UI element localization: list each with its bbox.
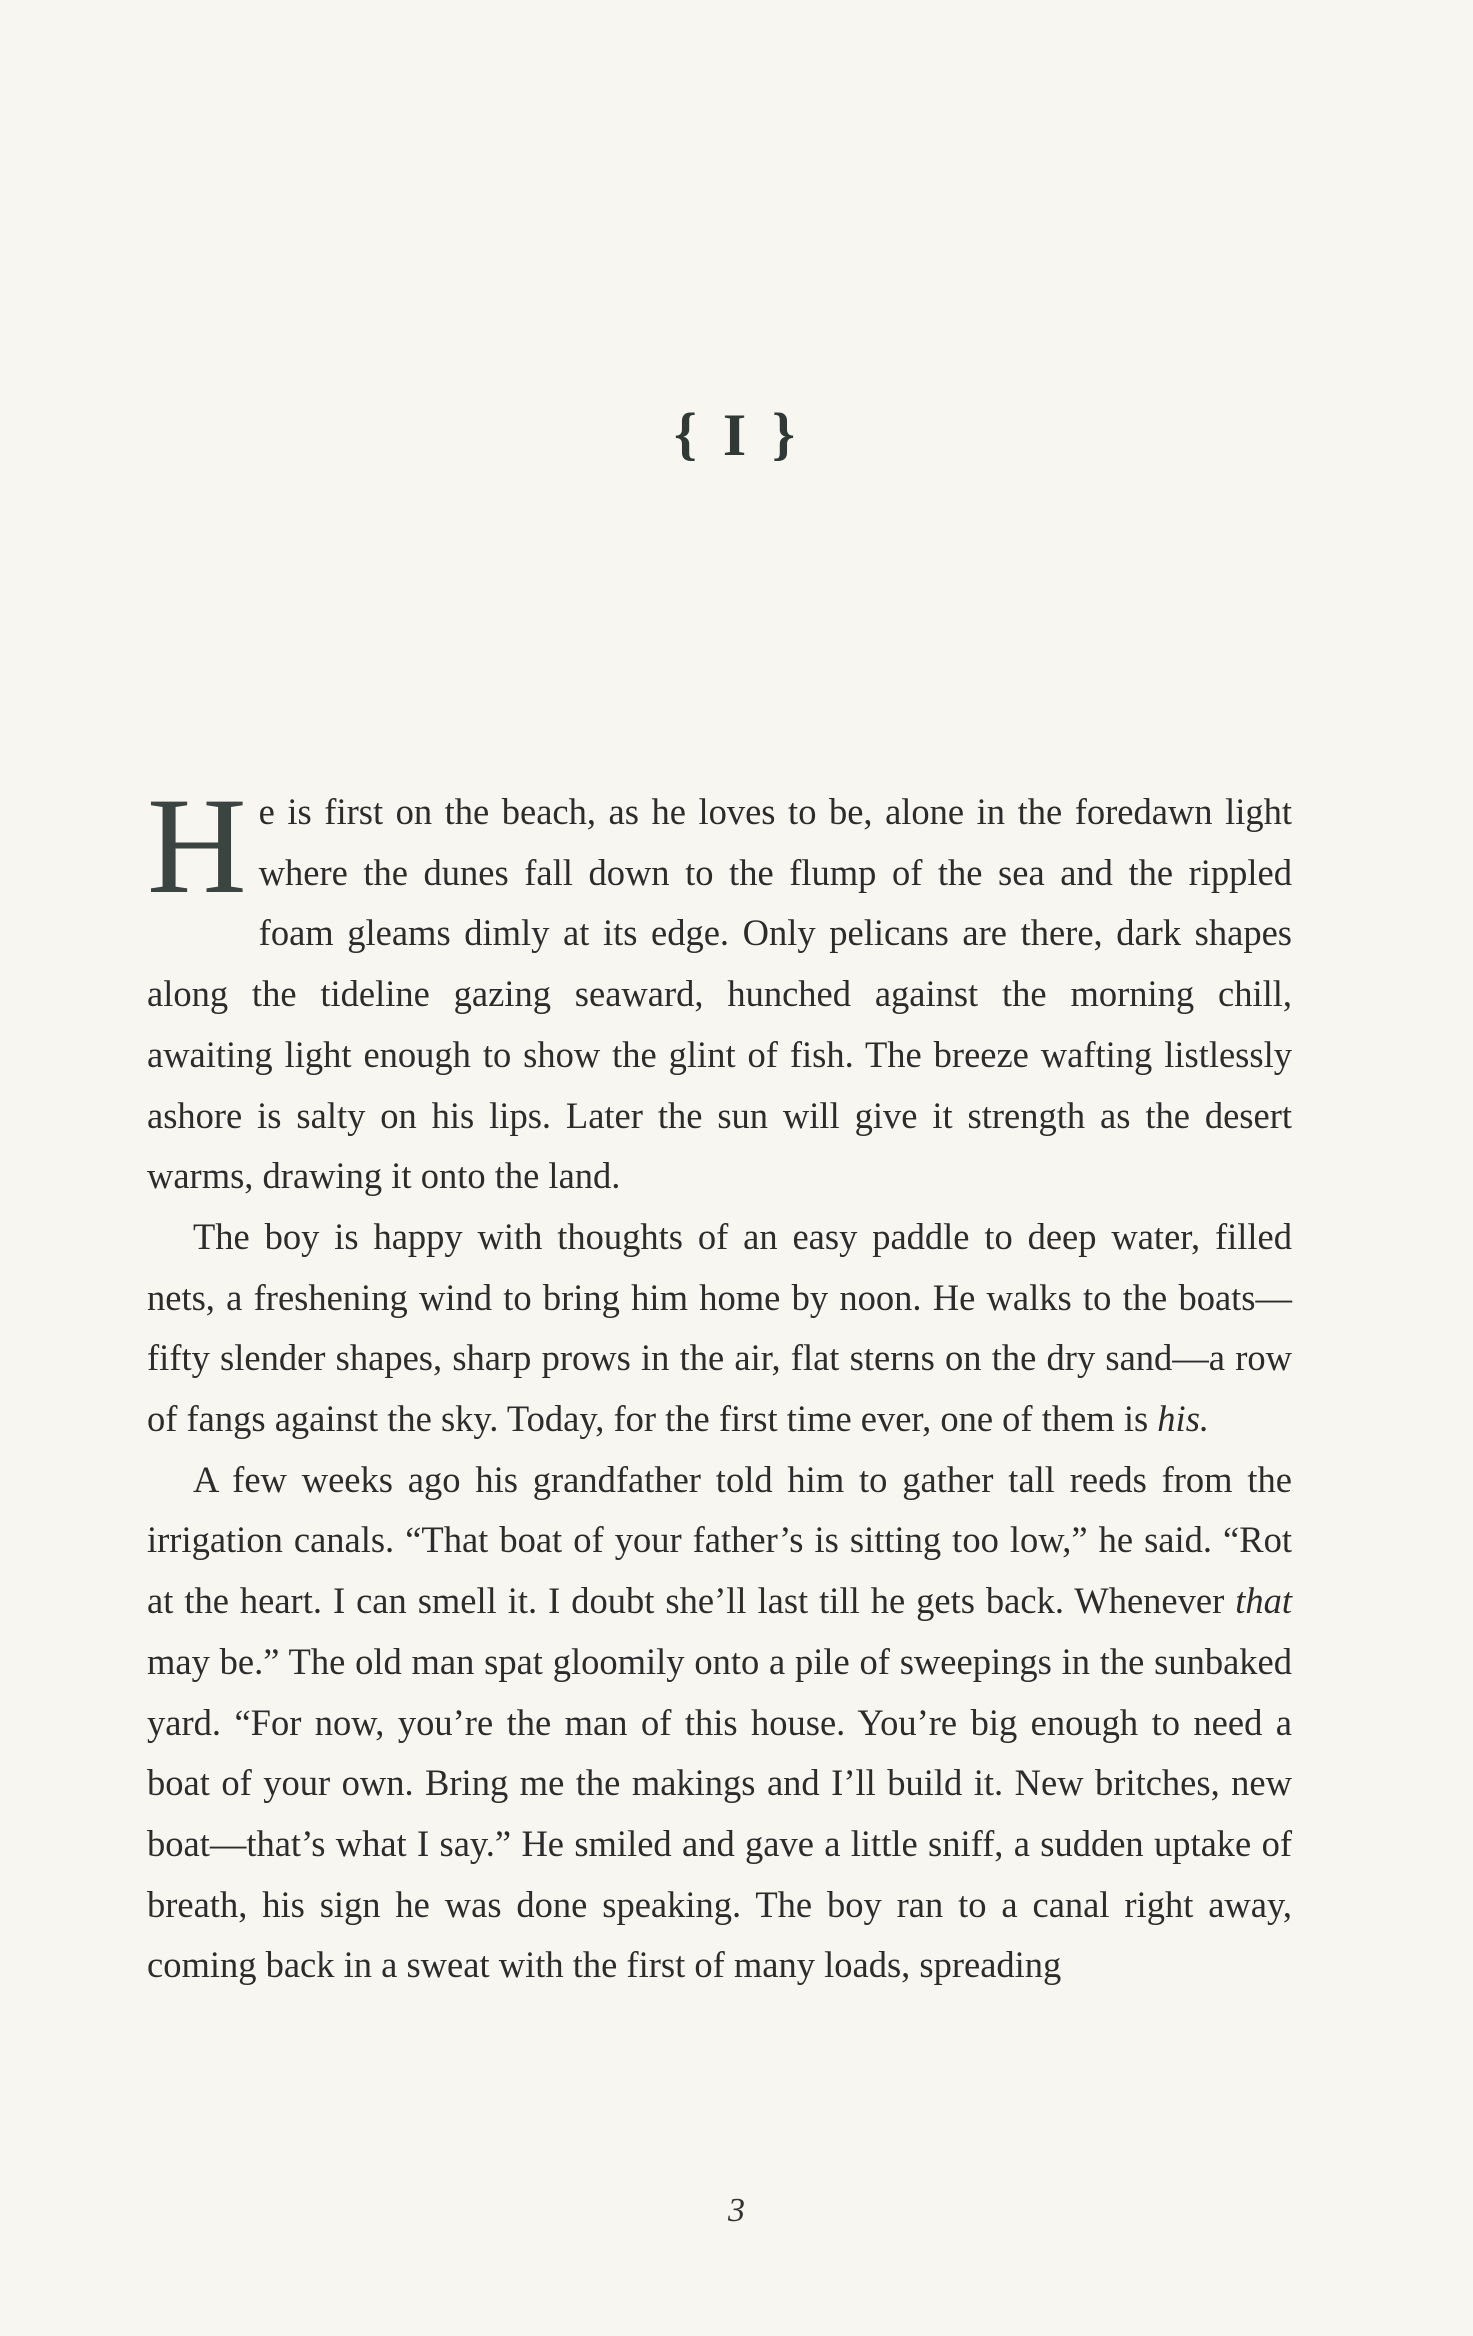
paragraph-1-text: e is first on the beach, as he loves to be, alone in the foredawn light where the dunes fall down to the flump of the sea and the rippled foam gleams dimly at its edge. Only pelicans are there, dark shapes along the tideline gazing seaward, hunched against the morning chill, awaiting light enough to show the glint of fish. The breeze wafting listlessly ashore is salty on his lips. Later the sun will give it strength as the desert warms, drawing it onto the land. [147,791,1292,1197]
paragraph-2-text: The boy is happy with thoughts of an easy paddle to deep water, filled nets, a freshening wind to bring him home by noon. He walks to the boats—fifty slender shapes, sharp prows in the air, flat sterns on the dry sand—a row of fangs against the sky. Today, for the first time ever, one of them is [147,1215,1292,1440]
body-text [147,769,1292,1996]
paragraph-3 [147,1450,1292,1996]
ornament-open-bracket: { [673,401,701,466]
paragraph-2-emphasis: his. [1157,1398,1210,1440]
ornament-close-bracket: } [772,401,800,466]
paragraph-2 [147,1207,1292,1450]
drop-cap: H [147,769,247,922]
paragraph-1 [147,769,1292,1207]
page-number: 3 [728,2192,745,2229]
paragraph-3-text: A few weeks ago his grandfather told him to gather tall reeds from the irrigation canals. “That boat of your father’s is sitting too low,” he said. “Rot at the heart. I can smell it. I doubt she’ll last till he gets back. Whenever [147,1458,1292,1622]
paragraph-3-text-end: may be.” The old man spat gloomily onto a pile of sweepings in the sunbaked yard. “For now, you’re the man of this house. You’re big enough to need a boat of your own. Bring me the makings and I’ll build it. New britches, new boat—that’s what I say.” He smiled and gave a little sniff, a sudden uptake of breath, his sign he was done speaking. The boy ran to a canal right away, coming back in a sweat with the first of many loads, spreading [147,1640,1292,1986]
paragraph-3-emphasis: that [1235,1580,1292,1622]
chapter-number: I [722,402,751,468]
chapter-heading [0,400,1473,470]
